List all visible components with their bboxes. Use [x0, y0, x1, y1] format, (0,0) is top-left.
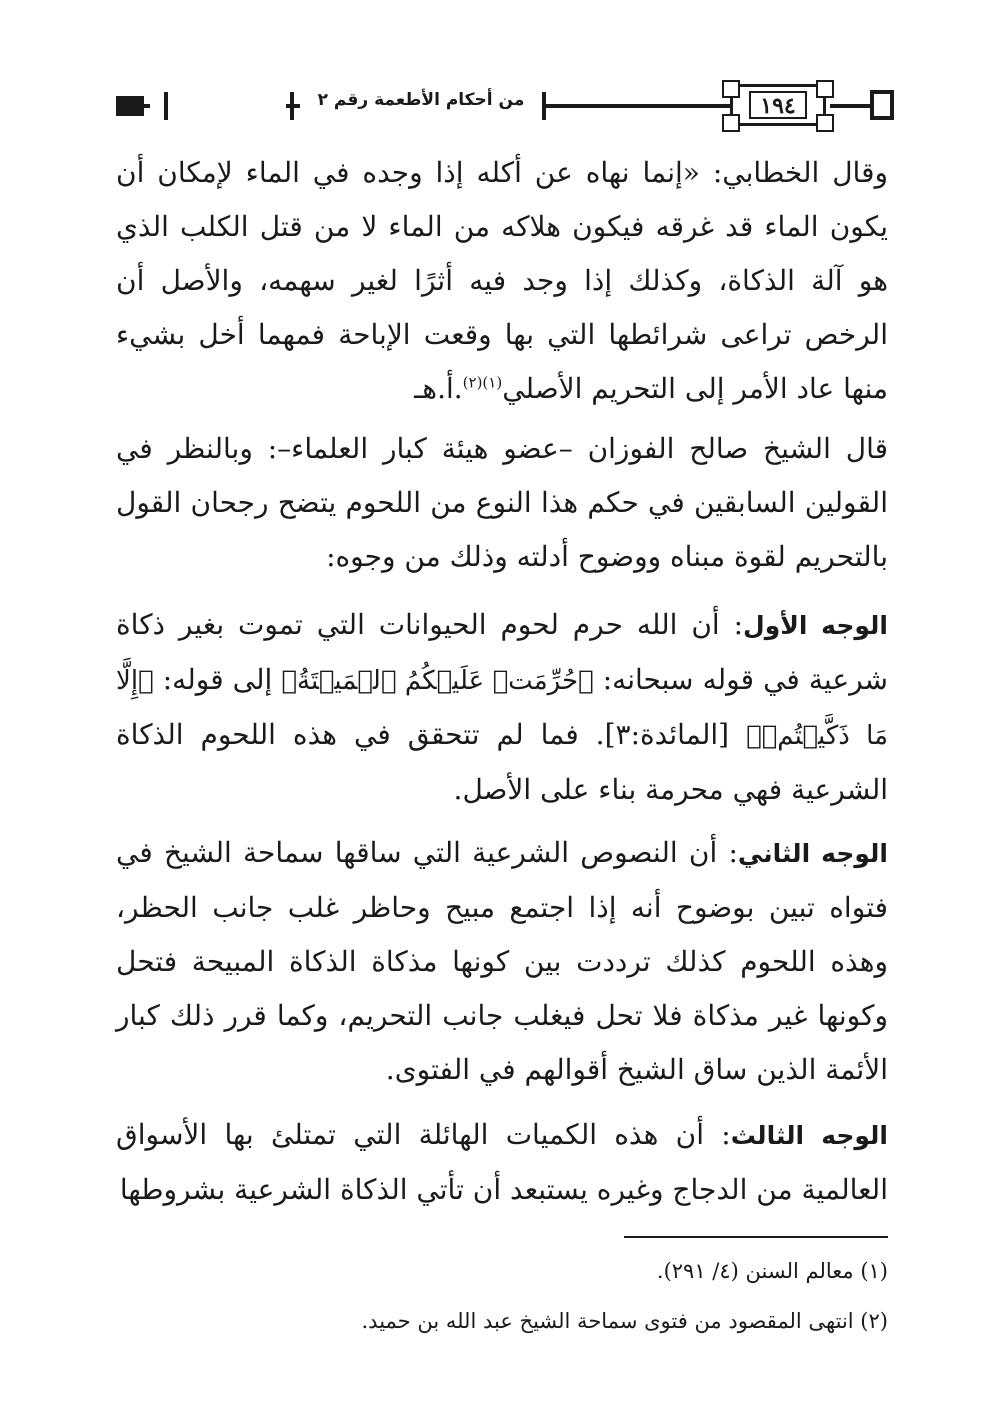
page-number-frame	[730, 84, 826, 126]
footnote-separator	[624, 1236, 888, 1238]
paragraph-text-part: : أن الله حرم لحوم الحيوانات التي تموت بغير ذكاة شرعية في قوله سبحانه:	[116, 608, 888, 696]
paragraph-fawzan-intro	[116, 422, 888, 584]
paragraph-text-part: : أن النصوص الشرعية التي ساقها سماحة الشيخ في فتواه تبين بوضوح أنه إذا اجتمع مبيح وحاظر غلب جانب الحظر، وهذه اللحوم كذلك ترددت بين كونها مذكاة الذكاة المبيحة فتحل وكونها غير مذكاة فلا تحل فيغلب جانب التحريم، وكما قرر ذلك كبار الأئمة الذين ساق الشيخ أقوالهم في الفتوى.	[116, 836, 888, 1086]
header-end-ornament	[870, 90, 894, 120]
paragraph-khattabi-quote	[116, 146, 888, 416]
paragraph-second-reason	[116, 826, 888, 1097]
footnote-reference[interactable]: (١)(٢)	[462, 373, 503, 392]
frame-corner-ornament	[722, 80, 740, 98]
header-rule	[136, 104, 150, 108]
frame-corner-ornament	[722, 114, 740, 132]
running-header	[116, 84, 894, 128]
reason-heading: الوجه الأول	[743, 611, 888, 640]
paragraph-text-part: : أن هذه الكميات الهائلة التي تمتلئ بها الأسواق العالمية من الدجاج وغيره يستبعد أن تأتي الذكاة الشرعية بشروطها	[116, 1118, 888, 1206]
paragraph-text: قال الشيخ صالح الفوزان –عضو هيئة كبار العلماء–: وبالنظر في القولين السابقين في حكم هذا النوع من اللحوم يتضح رجحان القول بالتحريم لقوة مبناه ووضوح أدلته وذلك من وجوه:	[116, 432, 888, 573]
book-title: من أحكام الأطعمة رقم ٢	[317, 90, 525, 110]
paragraph-text-part: [المائدة:٣]. فما لم تتحقق في هذه اللحوم الذكاة الشرعية فهي محرمة بناء على الأصل.	[116, 718, 888, 806]
frame-corner-ornament	[816, 114, 834, 132]
paragraph-text	[116, 146, 888, 416]
page-number: ١٩٤	[760, 93, 796, 119]
quran-verse: ﴿إِلَّا مَا ذَكَّيۡتُمۡ﴾	[116, 666, 889, 751]
footnote-1: (١) معالم السنن (٤/ ٢٩١).	[656, 1259, 888, 1283]
header-ornament-tick	[164, 92, 168, 120]
quran-verse: ﴿حُرِّمَتۡ عَلَيۡكُمُ ٱلۡمَيۡتَةُ﴾	[281, 666, 594, 696]
header-ornament-tick	[290, 92, 294, 120]
paragraph-text-part: وقال الخطابي: «إنما نهاه عن أكله إذا وجده في الماء لإمكان أن يكون الماء قد غرقه فيكون هلاكه من الماء لا من قتل الكلب الذي هو آلة الذكاة، وكذلك إذا وجد فيه أثرًا لغير سهمه، والأصل أن الرخص تراعى شرائطها التي بها وقعت الإباحة فمهما أخل بشيء منها عاد الأمر إلى التحريم الأصلي	[116, 156, 888, 405]
paragraph-text-part: .أ.هـ	[414, 372, 463, 405]
paragraph-first-reason	[116, 598, 888, 817]
header-rule	[830, 104, 872, 108]
frame-corner-ornament	[816, 80, 834, 98]
paragraph-third-reason	[116, 1108, 888, 1217]
paragraph-text	[116, 1108, 888, 1217]
reason-heading: الوجه الثاني	[737, 839, 888, 868]
paragraph-text	[116, 598, 888, 817]
reason-heading: الوجه الثالث	[730, 1121, 888, 1150]
paragraph-text	[116, 826, 888, 1097]
footnote-2: (٢) انتهى المقصود من فتوى سماحة الشيخ عبد الله بن حميد.	[361, 1309, 888, 1333]
paragraph-text-part: إلى قوله:	[153, 663, 282, 696]
